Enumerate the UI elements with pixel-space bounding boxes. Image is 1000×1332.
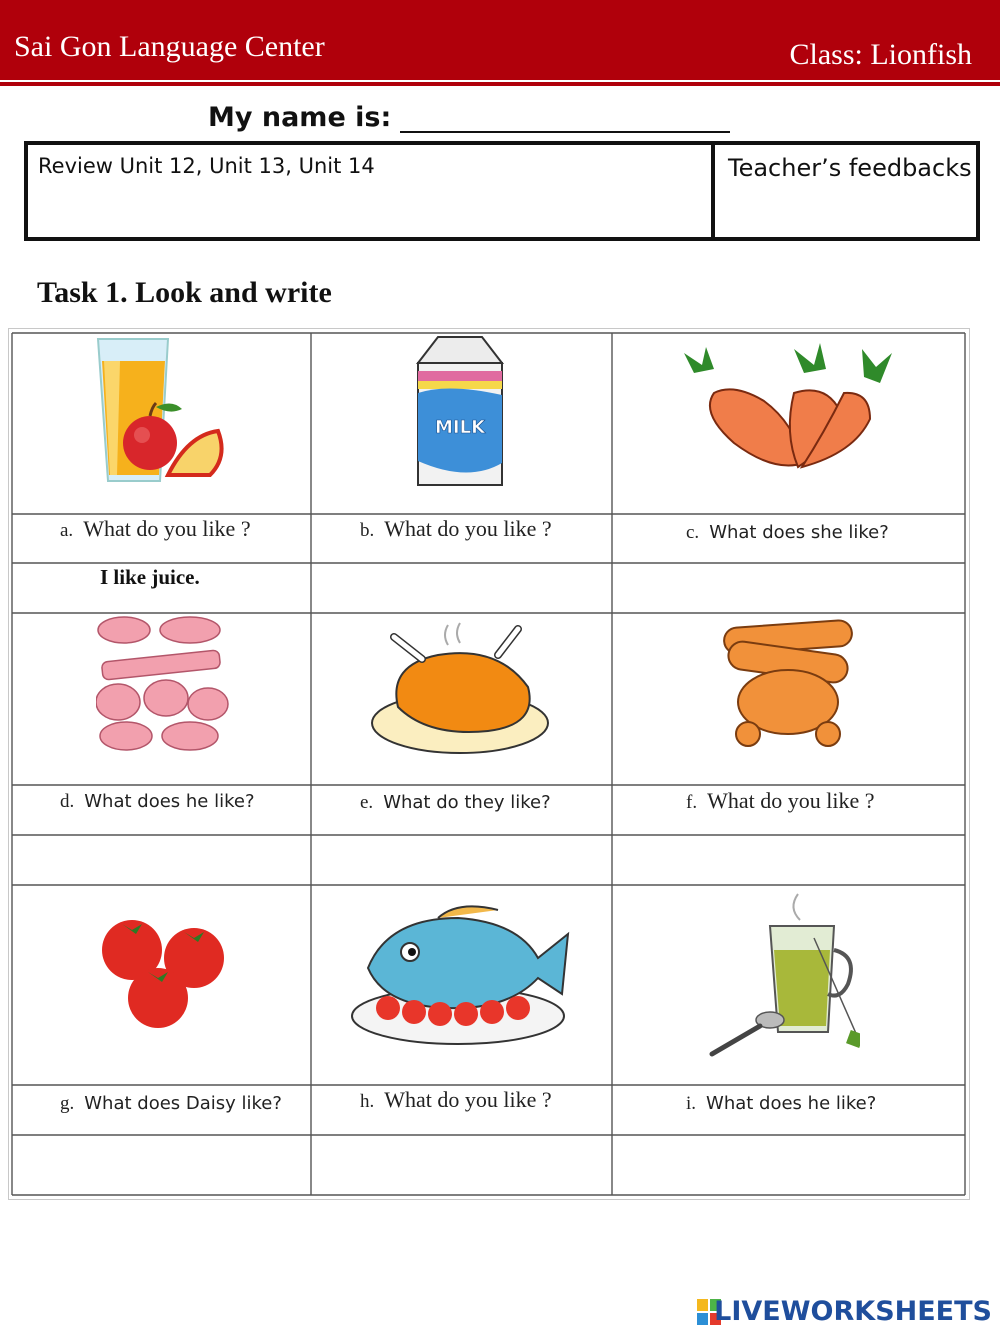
answer-c[interactable]	[614, 565, 963, 611]
juice-apple-icon	[90, 335, 230, 485]
question-text: What do they like?	[383, 792, 551, 813]
question-letter: d.	[60, 791, 75, 812]
answer-f[interactable]	[614, 837, 963, 883]
question-d	[60, 791, 255, 813]
bread-icon	[718, 614, 858, 750]
liveworksheets-brand[interactable]: LIVEWORKSHEETS	[714, 1296, 992, 1327]
question-letter: g.	[60, 1093, 75, 1114]
question-c	[686, 522, 889, 544]
name-input-line[interactable]	[400, 131, 730, 133]
header-divider	[0, 82, 1000, 86]
teacher-feedback-label: Teacher’s feedbacks	[728, 154, 972, 182]
question-g	[60, 1093, 282, 1115]
question-f	[686, 788, 874, 814]
answer-d[interactable]	[14, 837, 309, 883]
class-name: Class: Lionfish	[789, 38, 972, 71]
meat-icon	[96, 614, 230, 752]
name-label: My name is:	[208, 102, 392, 133]
question-i	[686, 1093, 876, 1115]
question-text: What does Daisy like?	[84, 1093, 282, 1114]
answer-b[interactable]	[313, 565, 610, 611]
question-letter: c.	[686, 522, 700, 543]
answer-e[interactable]	[313, 837, 610, 883]
question-text: What do you like ?	[83, 516, 251, 541]
question-e	[360, 792, 551, 814]
question-h	[360, 1087, 552, 1113]
question-letter: b.	[360, 520, 375, 541]
question-text: What do you like ?	[384, 1087, 552, 1112]
question-text: What does he like?	[84, 791, 255, 812]
answer-g[interactable]	[14, 1137, 309, 1193]
task-title: Task 1. Look and write	[37, 276, 332, 309]
school-name: Sai Gon Language Center	[14, 30, 325, 63]
answer-h[interactable]	[313, 1137, 610, 1193]
question-text: What do you like ?	[384, 516, 552, 541]
review-divider	[711, 141, 715, 241]
question-letter: f.	[686, 792, 698, 813]
tea-icon	[708, 890, 860, 1062]
carrots-icon	[674, 343, 902, 473]
tomatoes-icon	[100, 916, 226, 1032]
question-text: What does he like?	[706, 1093, 877, 1114]
milk-carton-icon	[408, 333, 512, 489]
question-letter: h.	[360, 1091, 375, 1112]
answer-a[interactable]: I like juice.	[100, 565, 200, 589]
review-title: Review Unit 12, Unit 13, Unit 14	[38, 154, 375, 178]
fish-icon	[348, 898, 572, 1048]
question-letter: e.	[360, 792, 374, 813]
question-letter: i.	[686, 1093, 697, 1114]
roast-chicken-icon	[368, 615, 552, 755]
question-text: What does she like?	[709, 522, 889, 543]
question-a	[60, 516, 251, 542]
milk-label: MILK	[434, 417, 486, 438]
question-text: What do you like ?	[707, 788, 875, 813]
question-letter: a.	[60, 520, 74, 541]
question-b	[360, 516, 552, 542]
answer-i[interactable]	[614, 1137, 963, 1193]
